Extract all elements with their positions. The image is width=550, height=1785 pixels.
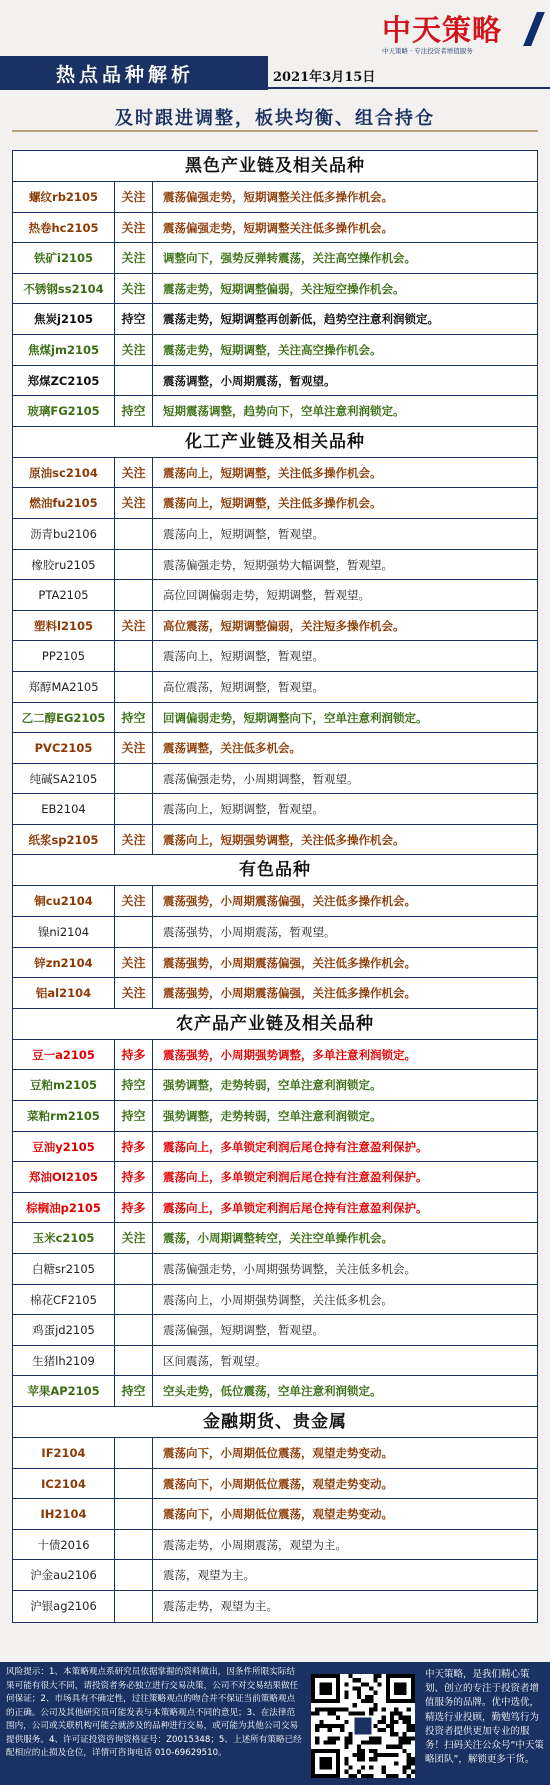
table-row — [13, 1315, 537, 1346]
contract-name: 塑料l2105 — [13, 611, 115, 641]
table-row — [13, 978, 537, 1009]
contract-name: 棉花CF2105 — [13, 1285, 115, 1315]
table-row — [13, 182, 537, 213]
subtitle-divider — [12, 130, 538, 132]
table-row — [13, 886, 537, 917]
contract-name: 锌zn2104 — [13, 948, 115, 978]
position-status — [115, 1469, 153, 1499]
analysis-text: 震荡向上，多单锁定利润后尾仓持有注意盈利保护。 — [163, 1170, 428, 1185]
contract-name: PVC2105 — [13, 733, 115, 763]
contract-name: 棕榈油p2105 — [13, 1193, 115, 1223]
table-row — [13, 1376, 537, 1407]
table-row — [13, 519, 537, 550]
position-status: 关注 — [115, 182, 153, 212]
contract-name: 纯碱SA2105 — [13, 764, 115, 794]
analysis-text: 回调偏弱走势，短期调整向下，空单注意利润锁定。 — [163, 710, 428, 725]
table-row — [13, 1438, 537, 1469]
analysis-text: 震荡偏强走势，小周期调整，暂观望。 — [163, 771, 359, 786]
table-row — [13, 948, 537, 979]
analysis-text: 区间震荡，暂观望。 — [163, 1353, 267, 1368]
contract-name: 燃油fu2105 — [13, 488, 115, 518]
analysis-text: 震荡调整，关注低多机会。 — [163, 741, 301, 756]
table-row — [13, 1591, 537, 1622]
analysis-text: 短期震荡调整，趋势向下，空单注意利润锁定。 — [163, 404, 405, 419]
position-status: 关注 — [115, 611, 153, 641]
contract-name: 铁矿i2105 — [13, 243, 115, 273]
contract-name: 豆一a2105 — [13, 1040, 115, 1070]
header-bar — [0, 56, 550, 90]
position-status: 关注 — [115, 886, 153, 916]
position-status — [115, 1530, 153, 1560]
contract-name: 沥青bu2106 — [13, 519, 115, 549]
analysis-text: 高位震荡，短期调整偏弱，关注短多操作机会。 — [163, 618, 405, 633]
position-status: 持空 — [115, 703, 153, 733]
analysis-text: 震荡向上，多单锁定利润后尾仓持有注意盈利保护。 — [163, 1200, 428, 1215]
table-row — [13, 1254, 537, 1285]
table-row — [13, 611, 537, 642]
position-status: 持空 — [115, 396, 153, 426]
analysis-text: 震荡偏强走势，小周期强势调整，关注低多机会。 — [163, 1262, 416, 1276]
contract-name: 铝al2104 — [13, 978, 115, 1008]
contract-name: 十债2016 — [13, 1530, 115, 1560]
analysis-text: 高位回调偏弱走势，短期调整，暂观望。 — [163, 588, 370, 603]
position-status — [115, 1438, 153, 1468]
footer — [0, 1662, 550, 1785]
analysis-text: 震荡走势，短期调整偏弱，关注短空操作机会。 — [163, 281, 405, 296]
risk-disclaimer: 风险提示：1、本策略观点系研究员依据掌握的资料做出，因条件所限实际结果可能有很大不同，请投资者务必独立进行交易决策，公司不对交易结果做任何保证；2、市场具有不确定性，过往策略观点的吻合并不保证当前策略观点的正确。公司及其他研究员可能发表与本策略观点不同的意见；3、在法律范围内，公司或关联机构可能会就涉及的品种进行交易，或可能为其他公司交易提供服务。4、许可证投资咨询资格证号：Z0015348；5、上述所有策略已经配相应的止损及仓位，详情可咨询电话 010-69629510。 — [6, 1667, 302, 1758]
table-row — [13, 1560, 537, 1591]
table-row — [13, 825, 537, 856]
contract-name: 不锈钢ss2104 — [13, 274, 115, 304]
contract-name: 菜粕rm2105 — [13, 1101, 115, 1131]
position-status: 关注 — [115, 948, 153, 978]
analysis-text: 震荡向上，短期调整，关注低多操作机会。 — [163, 496, 382, 511]
contract-name: 鸡蛋jd2105 — [13, 1315, 115, 1345]
table-row — [13, 1193, 537, 1224]
position-status: 关注 — [115, 1223, 153, 1253]
contract-name: 热卷hc2105 — [13, 213, 115, 243]
analysis-text: 空头走势，低位震荡，空单注意利润锁定。 — [163, 1384, 382, 1399]
analysis-text: 震荡调整，小周期震荡，暂观望。 — [163, 373, 336, 388]
analysis-text: 震荡向上，短期调整，暂观望。 — [163, 526, 324, 541]
position-status: 关注 — [115, 213, 153, 243]
qr-code-icon — [311, 1674, 415, 1778]
analysis-text: 震荡强势，小周期震荡，暂观望。 — [163, 925, 336, 940]
contract-name: 郑油OI2105 — [13, 1162, 115, 1192]
analysis-text: 震荡，小周期调整转空，关注空单操作机会。 — [163, 1231, 393, 1246]
analysis-text: 震荡向下，小周期低位震荡，观望走势变动。 — [163, 1445, 393, 1460]
analysis-text: 强势调整，走势转弱，空单注意利润锁定。 — [163, 1109, 382, 1124]
analysis-text: 震荡偏强，短期调整，暂观望。 — [163, 1323, 324, 1338]
position-status — [115, 580, 153, 610]
analysis-text: 震荡偏强走势，短期调整关注低多操作机会。 — [163, 220, 393, 235]
analysis-text: 震荡走势，短期调整，关注高空操作机会。 — [163, 342, 382, 357]
table-row — [13, 580, 537, 611]
analysis-text: 强势调整，走势转弱，空单注意利润锁定。 — [163, 1078, 382, 1093]
position-status — [115, 1315, 153, 1345]
section-title: 黑色产业链及相关品种 — [13, 151, 537, 182]
table-row — [13, 1132, 537, 1163]
table-row — [13, 764, 537, 795]
contract-name: PP2105 — [13, 641, 115, 671]
analysis-text: 高位震荡，短期调整，暂观望。 — [163, 679, 324, 694]
table-row — [13, 672, 537, 703]
table-row — [13, 917, 537, 948]
analysis-text: 震荡强势，小周期震荡偏强，关注低多操作机会。 — [163, 894, 416, 909]
table-row — [13, 396, 537, 427]
analysis-text: 震荡，观望为主。 — [163, 1568, 255, 1583]
position-status: 关注 — [115, 335, 153, 365]
table-row — [13, 213, 537, 244]
analysis-text: 震荡向下，小周期低位震荡，观望走势变动。 — [163, 1476, 393, 1491]
table-row — [13, 335, 537, 366]
contract-name: 铜cu2104 — [13, 886, 115, 916]
analysis-table — [12, 150, 538, 1623]
contract-name: IH2104 — [13, 1499, 115, 1529]
table-row — [13, 243, 537, 274]
position-status — [115, 1254, 153, 1284]
brand-tagline: 中天策略 · 专注投资者增值服务 — [382, 47, 473, 55]
contract-name: 沪银ag2106 — [13, 1591, 115, 1622]
position-status — [115, 519, 153, 549]
position-status: 关注 — [115, 274, 153, 304]
table-row — [13, 550, 537, 581]
position-status — [115, 1285, 153, 1315]
brand-logo — [382, 8, 542, 56]
contract-name: 螺纹rb2105 — [13, 182, 115, 212]
position-status — [115, 641, 153, 671]
contract-name: 豆油y2105 — [13, 1132, 115, 1162]
analysis-text: 震荡向上，多单锁定利润后尾仓持有注意盈利保护。 — [163, 1139, 428, 1154]
section-title: 农产品产业链及相关品种 — [13, 1009, 537, 1040]
position-status — [115, 1591, 153, 1622]
report-date: 2021年3月15日 — [273, 70, 376, 85]
position-status: 持多 — [115, 1193, 153, 1223]
table-row — [13, 1101, 537, 1132]
contract-name: 生猪lh2109 — [13, 1346, 115, 1376]
table-row — [13, 488, 537, 519]
contract-name: 玻璃FG2105 — [13, 396, 115, 426]
analysis-text: 震荡向上，小周期强势调整，关注低多机会。 — [163, 1292, 393, 1307]
table-row — [13, 794, 537, 825]
table-row — [13, 1469, 537, 1500]
position-status — [115, 1346, 153, 1376]
position-status — [115, 366, 153, 396]
table-row — [13, 641, 537, 672]
table-row — [13, 274, 537, 305]
position-status: 关注 — [115, 488, 153, 518]
section-title: 有色品种 — [13, 855, 537, 886]
contract-name: 橡胶ru2105 — [13, 550, 115, 580]
table-row — [13, 1346, 537, 1377]
position-status — [115, 764, 153, 794]
header-divider — [268, 87, 550, 89]
position-status: 关注 — [115, 825, 153, 855]
brand-slash-icon — [523, 12, 545, 46]
contract-name: IC2104 — [13, 1469, 115, 1499]
position-status: 持多 — [115, 1132, 153, 1162]
analysis-text: 震荡向上，短期调整，关注低多操作机会。 — [163, 465, 382, 480]
analysis-text: 震荡向上，短期调整，暂观望。 — [163, 802, 324, 817]
position-status: 持空 — [115, 1376, 153, 1406]
contract-name: IF2104 — [13, 1438, 115, 1468]
position-status: 持多 — [115, 1040, 153, 1070]
contract-name: 豆粕m2105 — [13, 1070, 115, 1100]
page-title: 热点品种解析 — [0, 56, 268, 90]
analysis-text: 震荡强势，小周期震荡偏强，关注低多操作机会。 — [163, 955, 416, 970]
analysis-text: 震荡偏强走势，短期调整关注低多操作机会。 — [163, 190, 393, 204]
contract-name: 郑煤ZC2105 — [13, 366, 115, 396]
analysis-text: 震荡强势，小周期震荡偏强，关注低多操作机会。 — [163, 986, 416, 1001]
analysis-text: 震荡走势，小周期震荡，观望为主。 — [163, 1537, 347, 1552]
position-status: 持空 — [115, 1101, 153, 1131]
analysis-text: 震荡向下，小周期低位震荡，观望走势变动。 — [163, 1507, 393, 1522]
analysis-text: 震荡向上，短期强势调整，关注低多操作机会。 — [163, 832, 405, 847]
table-row — [13, 1040, 537, 1071]
table-row — [13, 1285, 537, 1316]
analysis-text: 震荡向上，短期调整，暂观望。 — [163, 649, 324, 664]
contract-name: 郑醇MA2105 — [13, 672, 115, 702]
position-status: 关注 — [115, 733, 153, 763]
contract-name: PTA2105 — [13, 580, 115, 610]
table-row — [13, 1223, 537, 1254]
contract-name: 纸浆sp2105 — [13, 825, 115, 855]
contract-name: 原油sc2104 — [13, 458, 115, 488]
position-status — [115, 1560, 153, 1590]
table-row — [13, 1162, 537, 1193]
contract-name: 沪金au2106 — [13, 1560, 115, 1590]
brand-name: 中天策略 — [382, 13, 503, 47]
position-status: 持空 — [115, 304, 153, 334]
contract-name: 焦煤jm2105 — [13, 335, 115, 365]
position-status: 关注 — [115, 243, 153, 273]
table-row — [13, 458, 537, 489]
table-row — [13, 304, 537, 335]
contract-name: 乙二醇EG2105 — [13, 703, 115, 733]
contract-name: 焦炭j2105 — [13, 304, 115, 334]
position-status — [115, 917, 153, 947]
table-row — [13, 366, 537, 397]
position-status — [115, 1499, 153, 1529]
section-title: 金融期货、贵金属 — [13, 1407, 537, 1438]
position-status: 持空 — [115, 1070, 153, 1100]
position-status — [115, 550, 153, 580]
table-row — [13, 1530, 537, 1561]
analysis-text: 震荡走势，观望为主。 — [163, 1598, 278, 1613]
position-status: 关注 — [115, 458, 153, 488]
analysis-text: 调整向下，强势反弹转震荡，关注高空操作机会。 — [163, 251, 416, 266]
contract-name: 苹果AP2105 — [13, 1376, 115, 1406]
table-row — [13, 1499, 537, 1530]
contract-name: 白糖sr2105 — [13, 1254, 115, 1284]
table-row — [13, 733, 537, 764]
position-status — [115, 672, 153, 702]
report-subtitle: 及时跟进调整，板块均衡、组合持仓 — [115, 108, 435, 129]
contract-name: EB2104 — [13, 794, 115, 824]
position-status: 持多 — [115, 1162, 153, 1192]
position-status: 关注 — [115, 978, 153, 1008]
brand-about: 中天策略，是我们精心策划、创立的专注于投资者增值服务的品牌。优中选优，精选行业投顾，勤勉笃行为投资者提供更加专业的服务！扫码关注公众号“中天策略团队”，解锁更多干货。 — [425, 1669, 544, 1766]
table-row — [13, 1070, 537, 1101]
analysis-text: 震荡强势，小周期强势调整，多单注意利润锁定。 — [163, 1047, 416, 1062]
table-row — [13, 703, 537, 734]
position-status — [115, 794, 153, 824]
section-title: 化工产业链及相关品种 — [13, 427, 537, 458]
contract-name: 镍ni2104 — [13, 917, 115, 947]
contract-name: 玉米c2105 — [13, 1223, 115, 1253]
analysis-text: 震荡偏强走势，短期强势大幅调整，暂观望。 — [163, 557, 393, 572]
analysis-text: 震荡走势，短期调整再创新低，趋势空注意利润锁定。 — [163, 312, 439, 327]
